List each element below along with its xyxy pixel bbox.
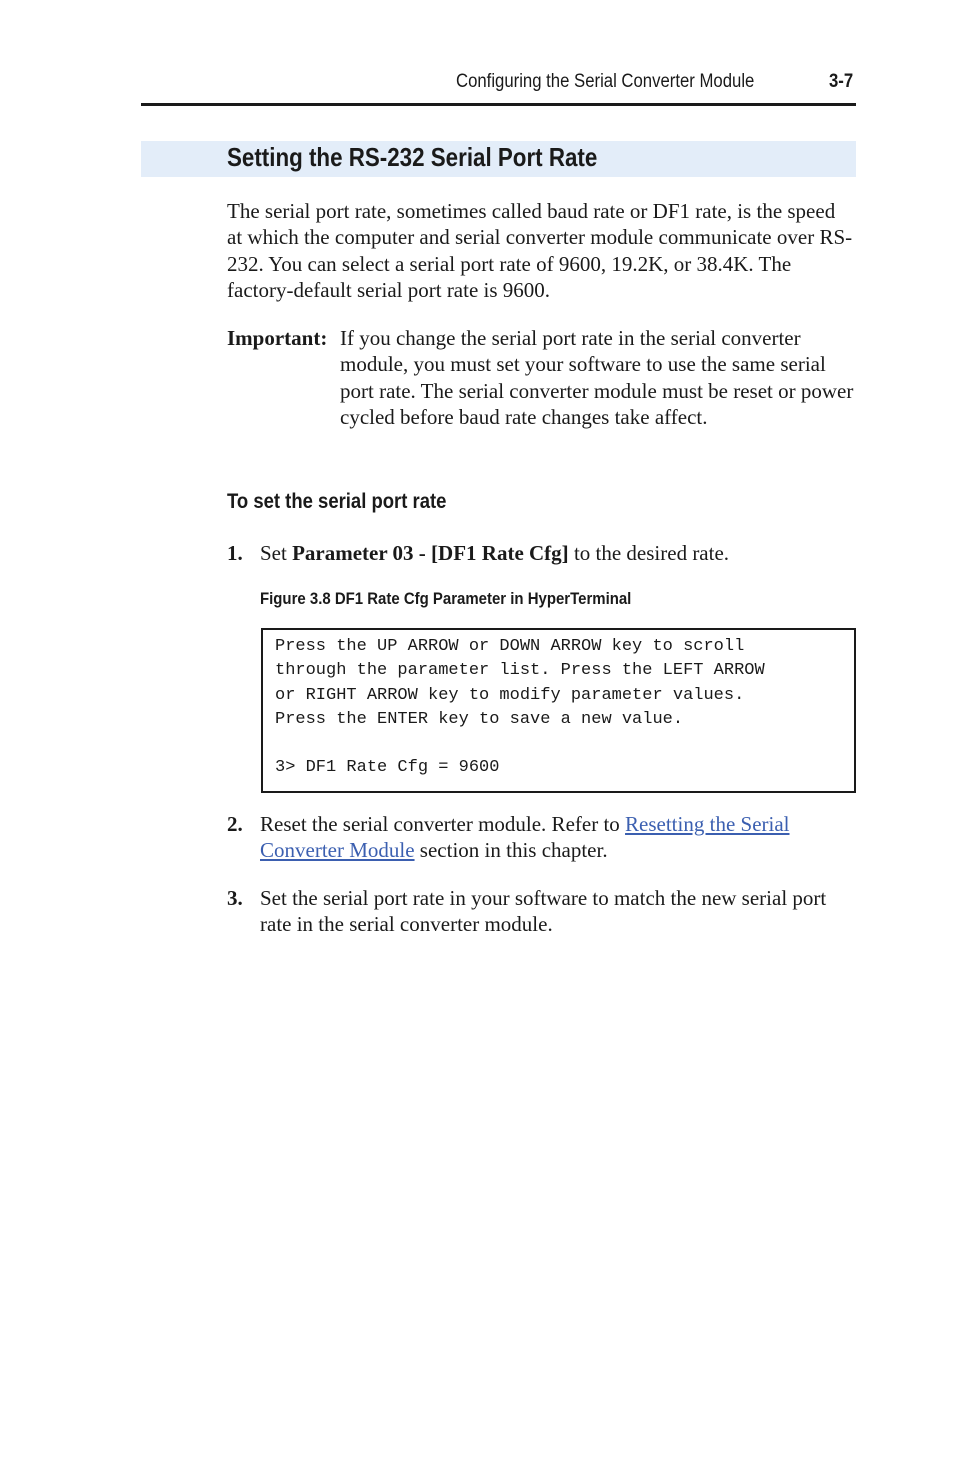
terminal-line: through the parameter list. Press the LEFT ARROW xyxy=(275,661,765,680)
section-title: Setting the RS-232 Serial Port Rate xyxy=(227,142,598,172)
step-1-prefix: Set xyxy=(260,541,293,565)
step-2-prefix: Reset the serial converter module. Refer to xyxy=(260,812,626,836)
link-text-line-2: Converter Module xyxy=(260,838,415,863)
link-text-line-1: Resetting the Serial xyxy=(625,812,790,836)
procedure-title: To set the serial port rate xyxy=(227,490,447,513)
terminal-line: Press the UP ARROW or DOWN ARROW key to scroll xyxy=(275,637,745,656)
header-rule xyxy=(141,103,856,106)
figure-caption: Figure 3.8 DF1 Rate Cfg Parameter in HyperTerminal xyxy=(260,589,632,608)
parameter-name: Parameter 03 - [DF1 Rate Cfg] xyxy=(292,541,569,565)
important-note: If you change the serial port rate in the serial converter module, you must set your software to use the same serial port rate. The serial converter module must be reset or power cycled before baud rate changes take affect. xyxy=(340,326,854,429)
terminal-line: Press the ENTER key to save a new value. xyxy=(275,710,684,729)
running-header-title: Configuring the Serial Converter Module xyxy=(456,71,755,92)
hyperterminal-figure xyxy=(261,628,856,793)
step-1-suffix: to the desired rate. xyxy=(568,541,730,565)
step-2-number: 2. xyxy=(227,812,243,836)
step-3-number: 3. xyxy=(227,886,243,910)
step-3-text: Set the serial port rate in your software to match the new serial port rate in the serial converter module. xyxy=(260,886,827,937)
intro-paragraph: The serial port rate, sometimes called baud rate or DF1 rate, is the speed at which the computer and serial converter module communicate over RS-232. You can select a serial port rate of 9600, 19.2K, or 38.4K. The factory-default serial port rate is 9600. xyxy=(227,199,853,302)
step-1-text xyxy=(260,540,855,566)
terminal-parameter-value: 3> DF1 Rate Cfg = 9600 xyxy=(275,758,500,777)
step-2-suffix: section in this chapter. xyxy=(414,838,608,863)
step-2-text xyxy=(260,811,855,864)
page-number: 3-7 xyxy=(829,71,854,92)
step-1-number: 1. xyxy=(227,541,243,565)
terminal-line: or RIGHT ARROW key to modify parameter values. xyxy=(275,686,745,705)
important-label: Important: xyxy=(227,326,328,350)
